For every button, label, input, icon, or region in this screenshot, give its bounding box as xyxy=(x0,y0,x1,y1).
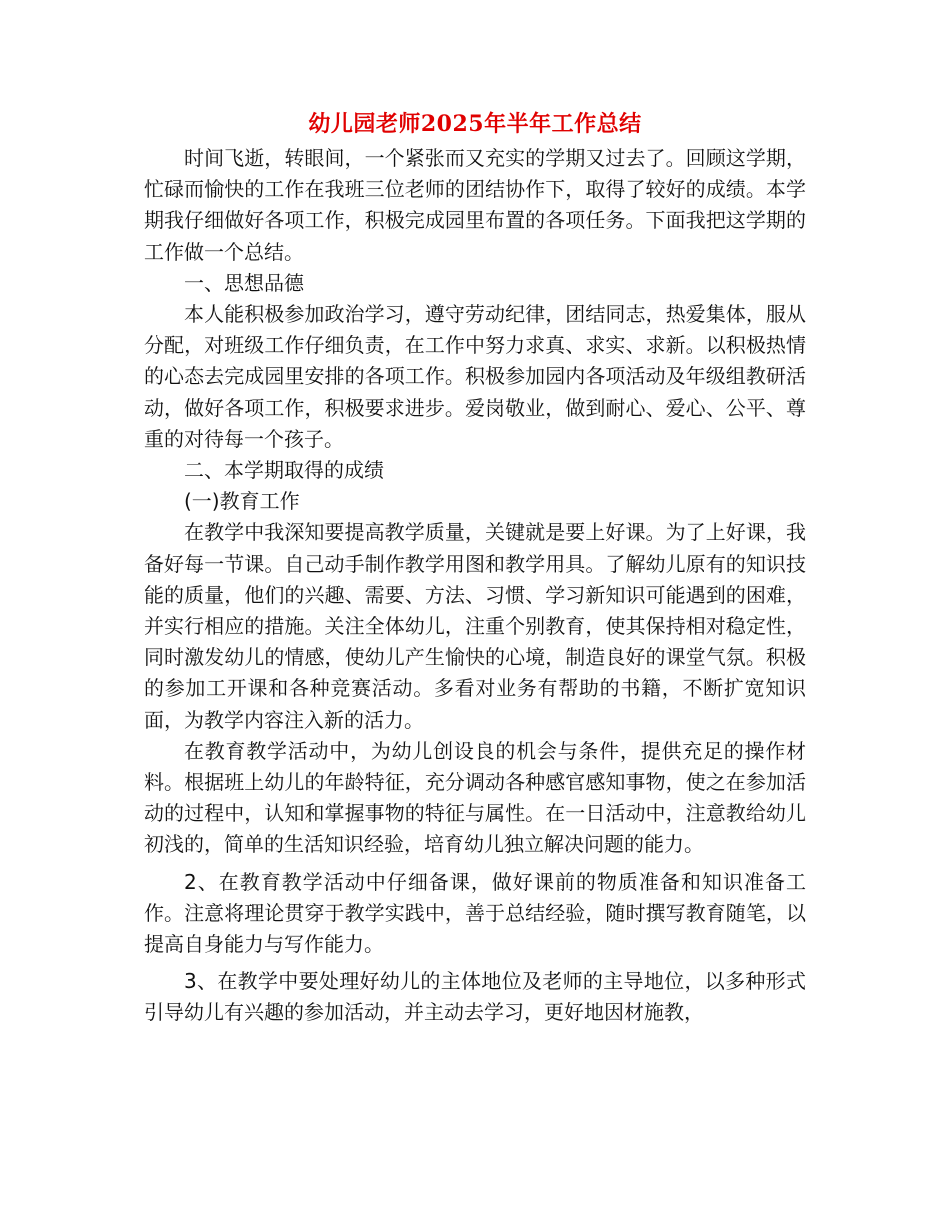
paragraph-teaching-quality: 在教学中我深知要提高教学质量，关键就是要上好课。为了上好课，我备好每一节课。自己动手制作教学用图和教学用具。了解幼儿原有的知识技能的质量，他们的兴趣、需要、方法、习惯、学习新知识可能遇到的困难，并实行相应的措施。关注全体幼儿，注重个别教育，使其保持相对稳定性，同时激发幼儿的情感，使幼儿产生愉快的心境，制造良好的课堂气氛。积极的参加工开课和各种竞赛活动。多看对业务有帮助的书籍，不断扩宽知识面，为教学内容注入新的活力。 xyxy=(144,520,806,732)
document-body xyxy=(144,143,806,1029)
paragraph-item-2: 2、在教育教学活动中仔细备课，做好课前的物质准备和知识准备工作。注意将理论贯穿于教学实践中，善于总结经验，随时撰写教育随笔，以提高自身能力与写作能力。 xyxy=(144,869,806,957)
paragraph-teaching-activities: 在教育教学活动中，为幼儿创设良的机会与条件，提供充足的操作材料。根据班上幼儿的年龄特征，充分调动各种感官感知事物，使之在参加活动的过程中，认知和掌握事物的特征与属性。在一日活动中，注意教给幼儿初浅的，简单的生活知识经验，培育幼儿独立解决问题的能力。 xyxy=(144,738,806,857)
document-title: 幼儿园老师2025年半年工作总结 xyxy=(308,111,642,137)
paragraph-ideology: 本人能积极参加政治学习，遵守劳动纪律，团结同志，热爱集体，服从分配，对班级工作仔细负责，在工作中努力求真、求实、求新。以积极热情的心态去完成园里安排的各项工作。积极参加园内各项活动及年级组教研活动，做好各项工作，积极要求进步。爱岗敬业，做到耐心、爱心、公平、尊重的对待每一个孩子。 xyxy=(144,302,806,451)
paragraph-intro: 时间飞逝，转眼间，一个紧张而又充实的学期又过去了。回顾这学期，忙碌而愉快的工作在我班三位老师的团结协作下，取得了较好的成绩。本学期我仔细做好各项工作，积极完成园里布置的各项任务。下面我把这学期的工作做一个总结。 xyxy=(144,146,806,264)
subsection-heading-education: (一)教育工作 xyxy=(184,489,300,514)
paragraph-item-3: 3、在教学中要处理好幼儿的主体地位及老师的主导地位，以多种形式引导幼儿有兴趣的参加活动，并主动去学习，更好地因材施教， xyxy=(144,969,806,1025)
section-heading-achievements: 二、本学期取得的成绩 xyxy=(184,458,384,483)
section-heading-ideology: 一、思想品德 xyxy=(184,270,304,295)
